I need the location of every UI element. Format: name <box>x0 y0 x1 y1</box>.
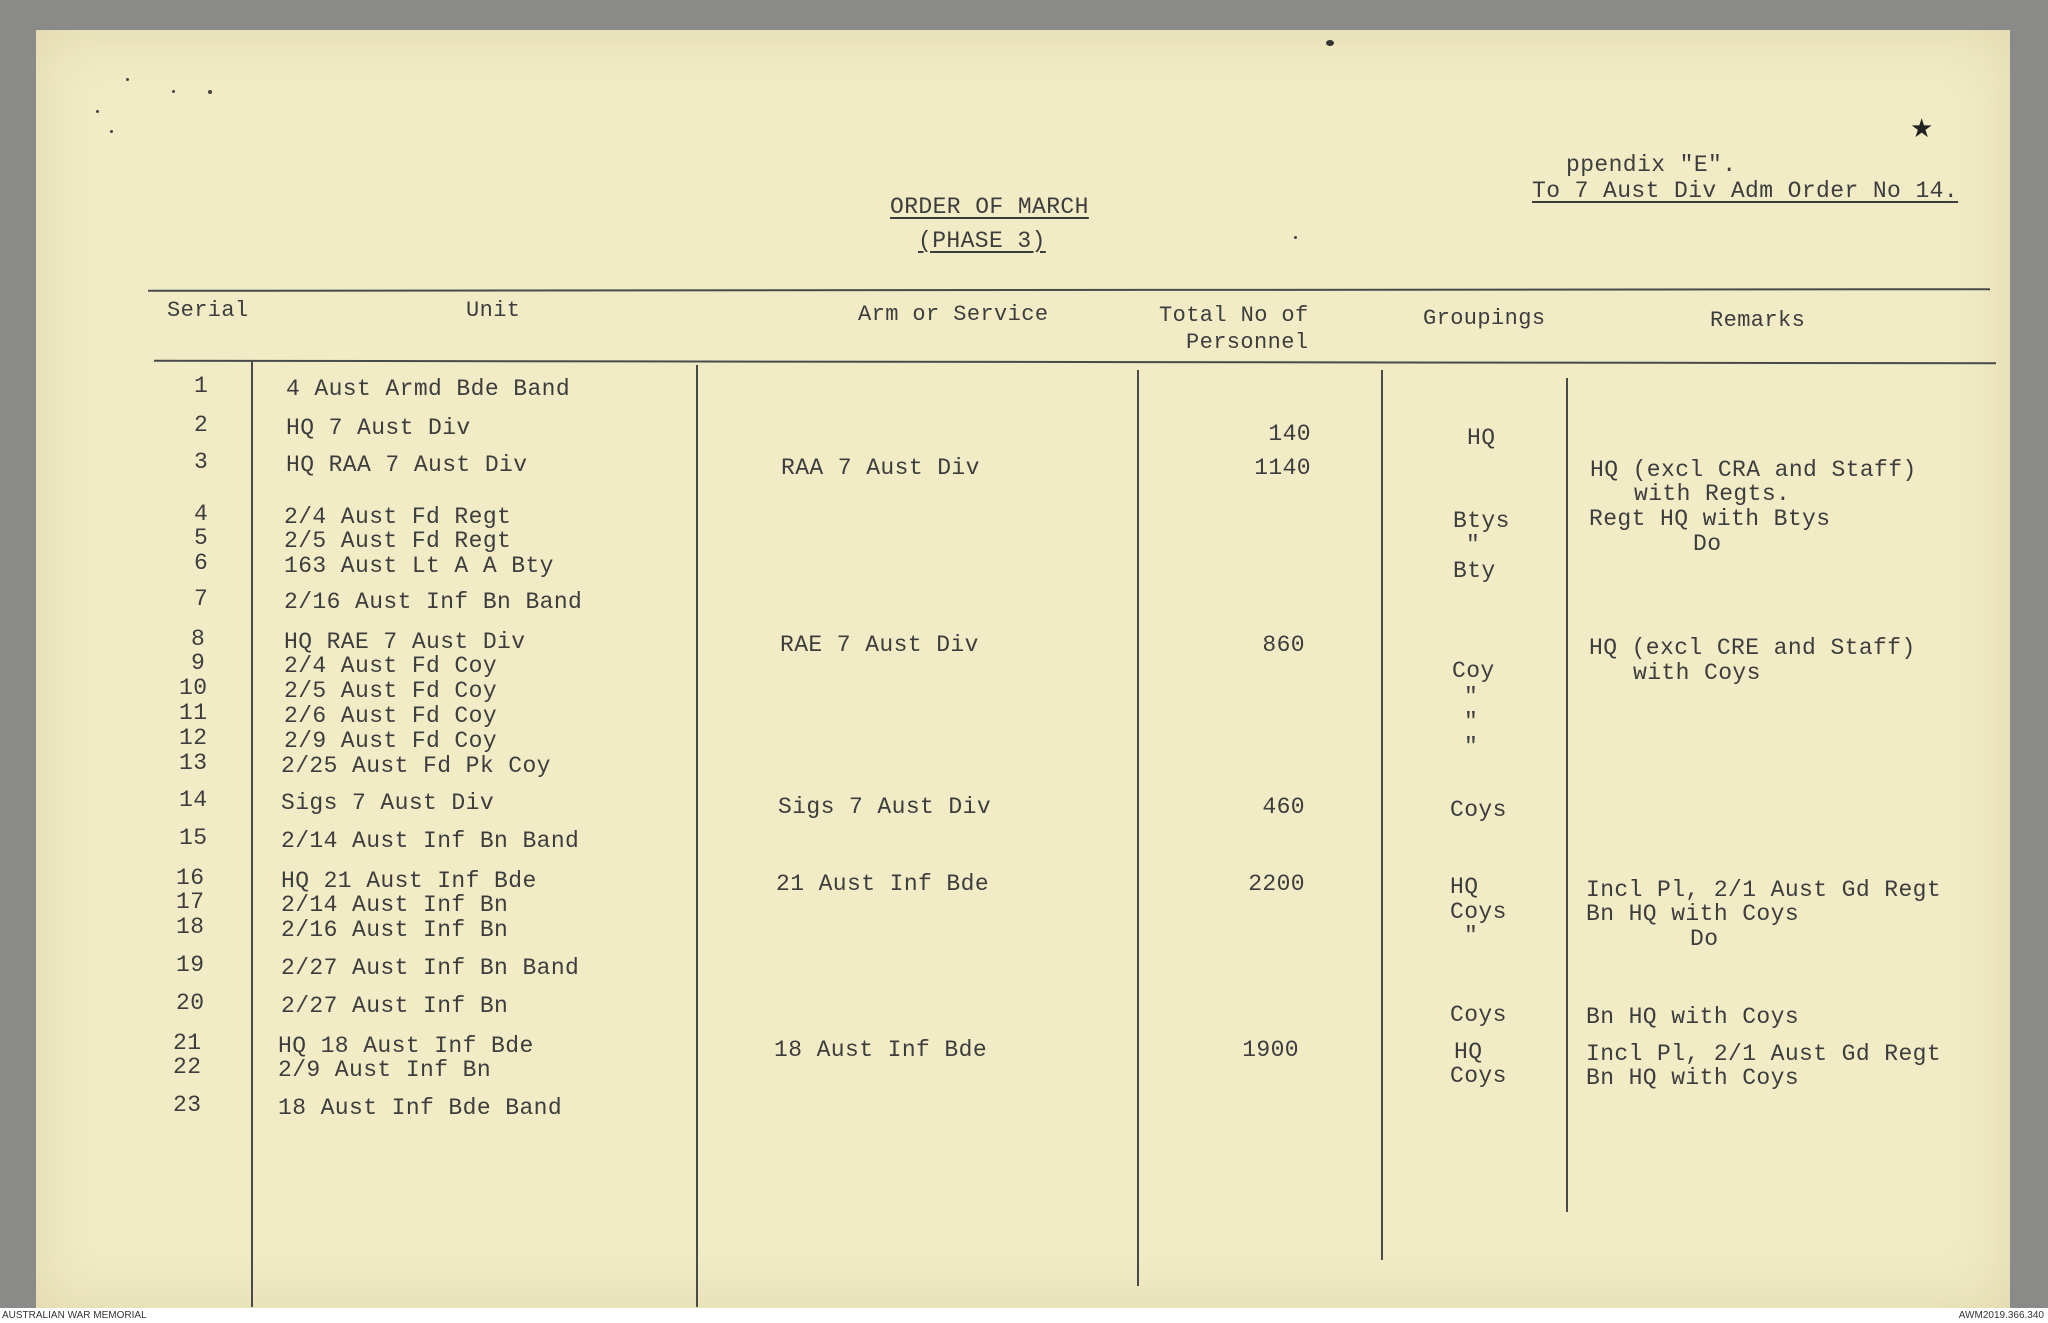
header-groupings: Groupings <box>1423 306 1546 331</box>
appendix-order-ref: To 7 Aust Div Adm Order No 14. <box>1532 178 1959 204</box>
total-cell: 1140 <box>1254 455 1311 481</box>
unit-cell: 163 Aust Lt A A Bty <box>284 553 554 579</box>
unit-cell: HQ 18 Aust Inf Bde <box>278 1033 534 1059</box>
serial-cell: 19 <box>176 952 205 978</box>
remark-cell: with Regts. <box>1634 481 1791 507</box>
unit-cell: 2/27 Aust Inf Bn Band <box>281 955 580 981</box>
serial-cell: 21 <box>173 1030 202 1056</box>
star-mark-icon: ★ <box>1910 114 1934 144</box>
unit-cell: HQ 7 Aust Div <box>286 415 471 441</box>
header-total-line2: Personnel <box>1186 330 1309 355</box>
serial-cell: 20 <box>176 990 205 1016</box>
unit-cell: 2/16 Aust Inf Bn Band <box>284 589 583 615</box>
unit-cell: 2/14 Aust Inf Bn Band <box>281 828 580 854</box>
remark-cell: Bn HQ with Coys <box>1586 1065 1800 1091</box>
column-divider-serial <box>251 361 253 1307</box>
unit-cell: 2/14 Aust Inf Bn <box>281 892 509 918</box>
remark-cell: Bn HQ with Coys <box>1586 1004 1800 1030</box>
serial-cell: 16 <box>176 865 205 891</box>
header-arm-or-service: Arm or Service <box>858 302 1049 327</box>
arm-cell: RAE 7 Aust Div <box>780 632 979 658</box>
archive-name: AUSTRALIAN WAR MEMORIAL <box>2 1310 147 1321</box>
grouping-cell: Coys <box>1450 1063 1507 1089</box>
paper-speck <box>172 90 175 93</box>
unit-cell: 2/16 Aust Inf Bn <box>281 917 509 943</box>
arm-cell: 21 Aust Inf Bde <box>776 871 990 897</box>
unit-cell: 2/5 Aust Fd Coy <box>284 678 498 704</box>
remark-cell: Incl Pl, 2/1 Aust Gd Regt <box>1586 877 1942 903</box>
paper-speck <box>208 90 212 94</box>
grouping-cell: Coys <box>1450 1002 1507 1028</box>
remark-cell: HQ (excl CRA and Staff) <box>1590 457 1917 483</box>
remark-cell: Bn HQ with Coys <box>1586 901 1800 927</box>
grouping-cell: " <box>1464 709 1479 735</box>
total-cell: 860 <box>1262 632 1305 658</box>
serial-cell: 18 <box>176 914 205 940</box>
paper-speck <box>1294 236 1297 239</box>
serial-cell: 6 <box>194 550 209 576</box>
grouping-cell: Coy <box>1452 658 1495 684</box>
serial-cell: 4 <box>194 501 209 527</box>
document-title: ORDER OF MARCH <box>890 194 1089 220</box>
paper-speck <box>126 78 129 81</box>
serial-cell: 1 <box>194 373 209 399</box>
unit-cell: 2/9 Aust Fd Coy <box>284 728 498 754</box>
serial-cell: 14 <box>179 787 208 813</box>
unit-cell: HQ RAA 7 Aust Div <box>286 452 528 478</box>
total-cell: 1900 <box>1242 1037 1299 1063</box>
unit-cell: 2/27 Aust Inf Bn <box>281 993 509 1019</box>
arm-cell: Sigs 7 Aust Div <box>778 794 992 820</box>
remark-cell: Incl Pl, 2/1 Aust Gd Regt <box>1586 1041 1942 1067</box>
unit-cell: 2/4 Aust Fd Regt <box>284 504 512 530</box>
serial-cell: 7 <box>194 586 209 612</box>
document-sheet <box>36 30 2010 1308</box>
serial-cell: 3 <box>194 449 209 475</box>
serial-cell: 15 <box>179 825 208 851</box>
archive-item-id: AWM2019.366.340 <box>1958 1310 2044 1321</box>
archive-footer <box>0 1308 2048 1323</box>
paper-speck <box>110 130 113 133</box>
grouping-cell: " <box>1466 532 1481 558</box>
unit-cell: 2/5 Aust Fd Regt <box>284 528 512 554</box>
grouping-cell: Btys <box>1453 508 1510 534</box>
column-divider-arm <box>1137 370 1139 1286</box>
serial-cell: 13 <box>179 750 208 776</box>
grouping-cell: " <box>1464 734 1479 760</box>
grouping-cell: HQ <box>1450 874 1479 900</box>
header-remarks: Remarks <box>1710 308 1806 333</box>
serial-cell: 8 <box>191 626 206 652</box>
arm-cell: RAA 7 Aust Div <box>781 455 980 481</box>
serial-cell: 10 <box>179 675 208 701</box>
serial-cell: 17 <box>176 889 205 915</box>
grouping-cell: HQ <box>1454 1039 1483 1065</box>
arm-cell: 18 Aust Inf Bde <box>774 1037 988 1063</box>
appendix-label: ppendix "E". <box>1566 152 1737 178</box>
serial-cell: 11 <box>179 700 208 726</box>
serial-cell: 5 <box>194 525 209 551</box>
grouping-cell: HQ <box>1467 425 1496 451</box>
unit-cell: HQ RAE 7 Aust Div <box>284 629 526 655</box>
paper-speck <box>96 110 99 113</box>
remark-cell: with Coys <box>1633 660 1761 686</box>
table-top-rule <box>148 288 1990 292</box>
unit-cell: 2/6 Aust Fd Coy <box>284 703 498 729</box>
table-header-rule <box>154 360 1996 365</box>
unit-cell: Sigs 7 Aust Div <box>281 790 495 816</box>
remark-cell: Do <box>1693 531 1722 557</box>
unit-cell: 2/4 Aust Fd Coy <box>284 653 498 679</box>
header-serial: Serial <box>167 298 249 323</box>
unit-cell: 4 Aust Armd Bde Band <box>286 376 571 402</box>
unit-cell: 2/25 Aust Fd Pk Coy <box>281 753 551 779</box>
column-divider-unit <box>696 365 698 1307</box>
grouping-cell: Coys <box>1450 899 1507 925</box>
grouping-cell: " <box>1464 684 1479 710</box>
serial-cell: 12 <box>179 725 208 751</box>
remark-cell: HQ (excl CRE and Staff) <box>1589 635 1916 661</box>
unit-cell: HQ 21 Aust Inf Bde <box>281 868 537 894</box>
serial-cell: 22 <box>173 1054 202 1080</box>
header-unit: Unit <box>466 298 521 323</box>
header-total-line1: Total No of <box>1159 303 1309 328</box>
unit-cell: 2/9 Aust Inf Bn <box>278 1057 492 1083</box>
serial-cell: 23 <box>173 1092 202 1118</box>
grouping-cell: Bty <box>1453 558 1496 584</box>
serial-cell: 2 <box>194 412 209 438</box>
document-subtitle: (PHASE 3) <box>918 228 1046 254</box>
column-divider-total <box>1381 370 1383 1260</box>
column-divider-groupings <box>1566 378 1568 1212</box>
paper-speck <box>1326 40 1334 46</box>
grouping-cell: Coys <box>1450 797 1507 823</box>
total-cell: 460 <box>1262 794 1305 820</box>
total-cell: 140 <box>1268 421 1311 447</box>
grouping-cell: " <box>1464 923 1479 949</box>
total-cell: 2200 <box>1248 871 1305 897</box>
remark-cell: Regt HQ with Btys <box>1589 506 1831 532</box>
unit-cell: 18 Aust Inf Bde Band <box>278 1095 563 1121</box>
serial-cell: 9 <box>191 650 206 676</box>
remark-cell: Do <box>1690 926 1719 952</box>
